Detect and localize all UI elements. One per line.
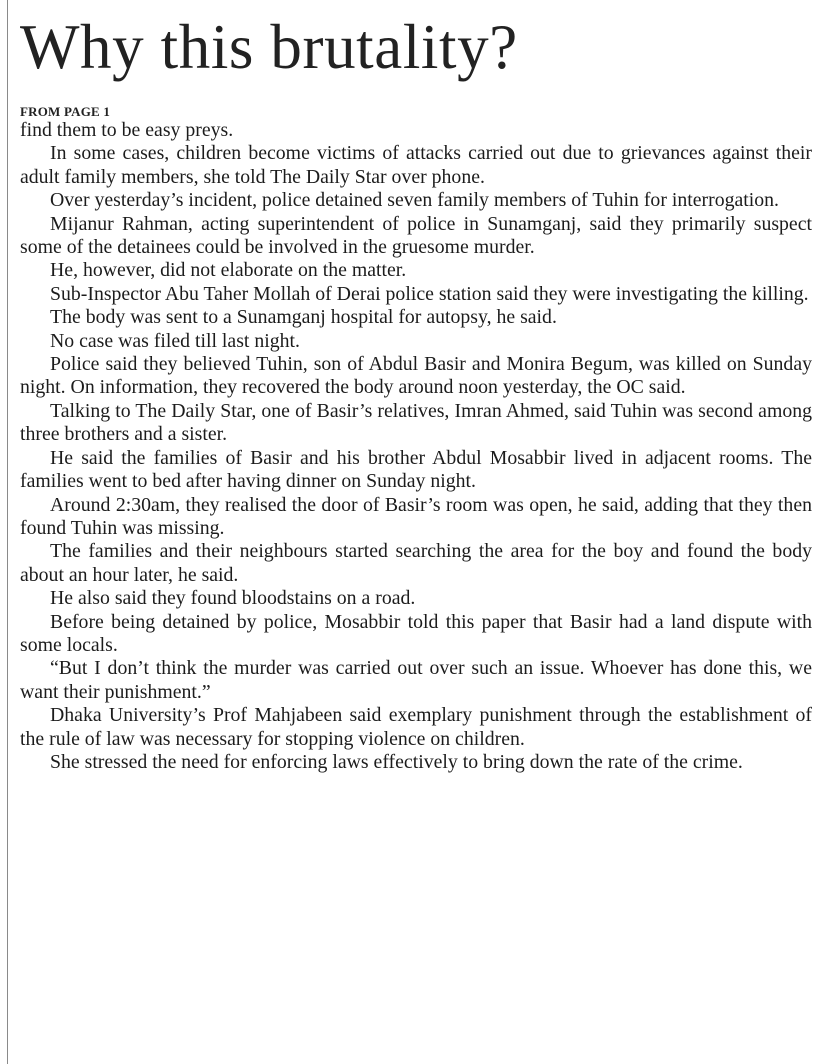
- paragraph: He also said they found bloodstains on a road.: [50, 587, 416, 610]
- paragraph: Dhaka University’s Prof Mahjabeen said exemplary punishment through the establishment of the rule of law was necessary for stopping violence on children.: [20, 704, 812, 750]
- paragraph: Talking to The Daily Star, one of Basir’s relatives, Imran Ahmed, said Tuhin was second among three brothers and a sister.: [20, 399, 812, 446]
- paragraph: find them to be easy preys.: [20, 119, 234, 141]
- paragraph: He said the families of Basir and his brother Abdul Mosabbir lived in adjacent rooms. The families went to bed after having dinner on Sunday night.: [20, 446, 812, 493]
- paragraph: Mijanur Rahman, acting superintendent of police in Sunamganj, said they primarily suspect some of the detainees could be involved in the gruesome murder.: [20, 212, 812, 259]
- paragraph: Before being detained by police, Mosabbir told this paper that Basir had a land dispute with some locals.: [20, 610, 812, 656]
- paragraph: Police said they believed Tuhin, son of Abdul Basir and Monira Begum, was killed on Sunday night. On information, they recovered the body around noon yesterday, the OC said.: [20, 353, 812, 399]
- paragraph: Over yesterday’s incident, police detained seven family members of Tuhin for interrogation.: [50, 189, 779, 212]
- paragraph: In some cases, children become victims of attacks carried out due to grievances against their adult family members, she told The Daily Star over phone.: [20, 142, 812, 188]
- paragraph: No case was filed till last night.: [50, 329, 300, 352]
- paragraph: Sub-Inspector Abu Taher Mollah of Derai police station said they were investigating the killing.: [50, 282, 809, 305]
- paragraph: The families and their neighbours started searching the area for the boy and found the body about an hour later, he said.: [20, 540, 812, 586]
- paragraph: He, however, did not elaborate on the matter.: [50, 259, 407, 282]
- paragraph: Around 2:30am, they realised the door of Basir’s room was open, he said, adding that they then found Tuhin was missing.: [20, 493, 812, 539]
- headline: Why this brutality?: [20, 12, 518, 82]
- paragraph: She stressed the need for enforcing laws effectively to bring down the rate of the crime.: [50, 750, 743, 773]
- continuation-kicker: FROM PAGE 1: [20, 104, 111, 119]
- paragraph: “But I don’t think the murder was carried out over such an issue. Whoever has done this, we want their punishment.”: [20, 657, 812, 703]
- paragraph: The body was sent to a Sunamganj hospital for autopsy, he said.: [50, 306, 557, 329]
- column-rule: [7, 0, 8, 1064]
- article-body: [20, 119, 812, 774]
- news-article: [20, 0, 812, 774]
